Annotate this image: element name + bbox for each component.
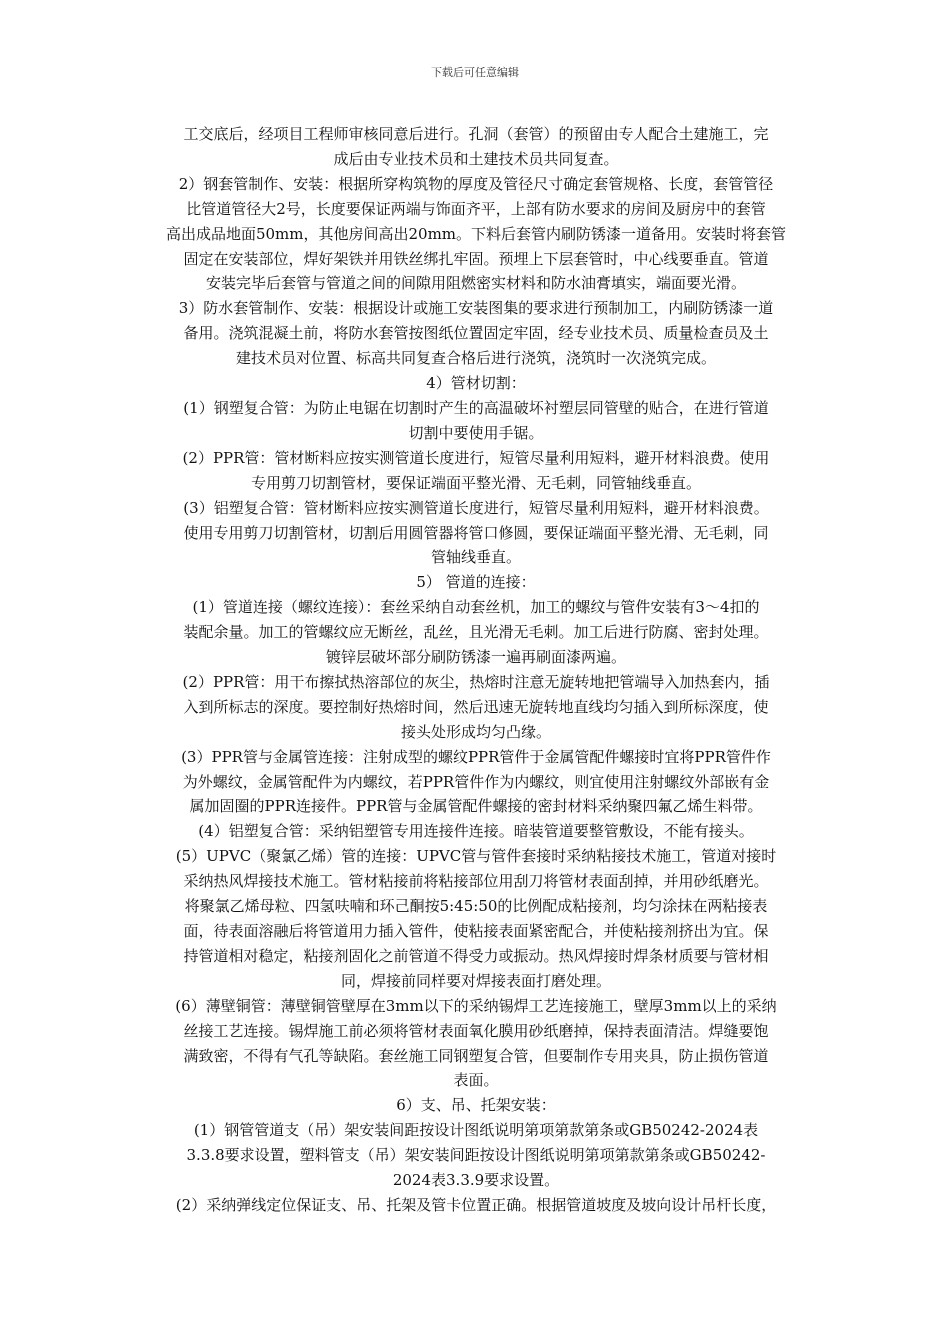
text-line: 表面。: [453, 1071, 499, 1090]
text-line: (5）UPVC（聚氯乙烯）管的连接：UPVC管与管件套接时采纳粘接技术施工，管道对接时: [175, 847, 777, 866]
paragraph: [140, 595, 812, 670]
text-line: (1）钢塑复合管：为防止电锯在切割时产生的高温破坏衬塑层同管壁的贴合，在进行管道: [183, 398, 769, 417]
text-line: 采纳热风焊接技术施工。管材粘接前将粘接部位用刮刀将管材表面刮掉，并用砂纸磨光。: [183, 872, 769, 891]
text-line: 4）管材切割：: [426, 374, 526, 393]
text-line: (2）PPR管：管材断料应按实测管道长度进行，短管尽量利用短料，避开材料浪费。使用: [182, 448, 770, 467]
text-line: 装配余量。加工的管螺纹应无断丝，乱丝，且光滑无毛刺。加工后进行防腐、密封处理。: [183, 623, 769, 642]
text-line: 属加固圈的PPR连接件。PPR管与金属管配件螺接的密封材料采纳聚四氟乙烯生料带。: [189, 797, 763, 816]
text-line: 比管道管径大2号，长度要保证两端与饰面齐平，上部有防水要求的房间及厨房中的套管: [186, 199, 766, 218]
text-line: 安装完毕后套管与管道之间的间隙用阻燃密实材料和防水油膏填实，端面要光滑。: [205, 274, 746, 293]
text-line: 丝接工艺连接。锡焊施工前必须将管材表面氧化膜用砂纸磨掉，保持表面清洁。焊缝要饱: [183, 1021, 769, 1040]
paragraph: [140, 819, 812, 844]
text-line: 入到所标志的深度。要控制好热熔时间，然后迅速无旋转地直线均匀插入到所标深度，使: [183, 697, 769, 716]
text-line: (1）钢管管道支（吊）架安装间距按设计图纸说明第项第款第条或GB50242-2024表: [193, 1121, 759, 1140]
text-line: 使用专用剪刀切割管材，切割后用圆管器将管口修圆，要保证端面平整光滑、无毛刺，同: [183, 523, 769, 542]
paragraph: [140, 994, 812, 1094]
text-line: 面，待表面溶融后将管道用力插入管件，使粘接表面紧密配合，并使粘接剂挤出为宜。保: [183, 922, 769, 940]
text-line: 高出成品地面50mm，其他房间高出20mm。下料后套管内刷防锈漆一道备用。安装时将套管: [165, 224, 787, 243]
text-line: (2）采纳弹线定位保证支、吊、托架及管卡位置正确。根据管道坡度及坡向设计吊杆长度，: [175, 1195, 777, 1214]
text-line: (4）铝塑复合管：采纳铝塑管专用连接件连接。暗装管道要整管敷设，不能有接头。: [198, 822, 754, 841]
text-line: (3）铝塑复合管：管材断料应按实测管道长度进行，短管尽量利用短料，避开材料浪费。: [183, 498, 769, 517]
text-line: 备用。浇筑混凝土前，将防水套管按图纸位置固定牢固，经专业技术员、质量检查员及土: [183, 324, 769, 343]
paragraph: [140, 496, 812, 571]
text-line: 固定在安装部位，焊好架铁并用铁丝绑扎牢固。预埋上下层套管时，中心线要垂直。管道: [183, 249, 769, 268]
text-line: 2）钢套管制作、安装：根据所穿构筑物的厚度及管径尺寸确定套管规格、长度，套管管径: [178, 174, 774, 193]
paragraph: [140, 446, 812, 496]
text-line: 5） 管道的连接：: [416, 573, 536, 592]
text-line: 管轴线垂直。: [430, 548, 521, 567]
text-line: 专用剪刀切割管材，要保证端面平整光滑、无毛刺，同管轴线垂直。: [250, 473, 701, 492]
text-line: 切割中要使用手锯。: [408, 423, 544, 442]
text-line: 3.3.8要求设置，塑料管支（吊）架安装间距按设计图纸说明第项第款第条或GB50242-: [186, 1146, 766, 1165]
paragraph: [140, 122, 812, 172]
paragraph: [140, 570, 812, 595]
text-line: 满致密，不得有气孔等缺陷。套丝施工同钢塑复合管，但要制作专用夹具，防止损伤管道: [183, 1046, 769, 1065]
paragraph: [140, 1093, 812, 1118]
paragraph: [140, 396, 812, 446]
document-body: [140, 122, 812, 1218]
text-line: 持管道相对稳定，粘接剂固化之前管道不得受力或振动。热风焊接时焊条材质要与管材相: [183, 946, 769, 965]
paragraph: [140, 296, 812, 371]
page-header: 下载后可任意编辑: [431, 66, 519, 79]
text-line: 为外螺纹，金属管配件为内螺纹，若PPR管件作为内螺纹，则宜使用注射螺纹外部嵌有金: [182, 772, 770, 791]
paragraph: [140, 670, 812, 745]
text-line: 3）防水套管制作、安装：根据设计或施工安装图集的要求进行预制加工，内刷防锈漆一道: [178, 299, 774, 318]
text-line: 同，焊接前同样要对焊接表面打磨处理。: [340, 971, 611, 990]
text-line: 接头处形成均匀凸缘。: [400, 722, 551, 741]
paragraph: [140, 371, 812, 396]
text-line: 将聚氯乙烯母粒、四氢呋喃和环己酮按5:45:50的比例配成粘接剂，均匀涂抹在两粘接表: [184, 897, 768, 916]
text-line: (1）管道连接（螺纹连接）：套丝采纳自动套丝机，加工的螺纹与管件安装有3～4扣的: [192, 598, 760, 617]
text-line: 6）支、吊、托架安装：: [396, 1096, 556, 1115]
text-line: 2024表3.3.9要求设置。: [392, 1171, 560, 1190]
text-line: (2）PPR管：用干布擦拭热溶部位的灰尘，热熔时注意无旋转地把管端导入加热套内，插: [182, 672, 770, 691]
text-line: 镀锌层破坏部分刷防锈漆一遍再刷面漆两遍。: [325, 648, 626, 667]
paragraph: [140, 172, 812, 297]
paragraph: [140, 844, 812, 993]
text-line: (6）薄壁铜管：薄壁铜管壁厚在3mm以下的采纳锡焊工艺连接施工，壁厚3mm以上的采纳: [175, 996, 777, 1015]
paragraph: [140, 1193, 812, 1218]
text-line: 工交底后，经项目工程师审核同意后进行。孔洞（套管）的预留由专人配合土建施工，完: [183, 125, 769, 143]
text-line: 建技术员对位置、标高共同复查合格后进行浇筑，浇筑时一次浇筑完成。: [235, 349, 716, 368]
paragraph: [140, 1118, 812, 1193]
text-line: (3）PPR管与金属管连接：注射成型的螺纹PPR管件于金属管配件螺接时宜将PPR管件作: [181, 747, 771, 766]
paragraph: [140, 745, 812, 820]
text-line: 成后由专业技术员和土建技术员共同复查。: [333, 149, 619, 168]
